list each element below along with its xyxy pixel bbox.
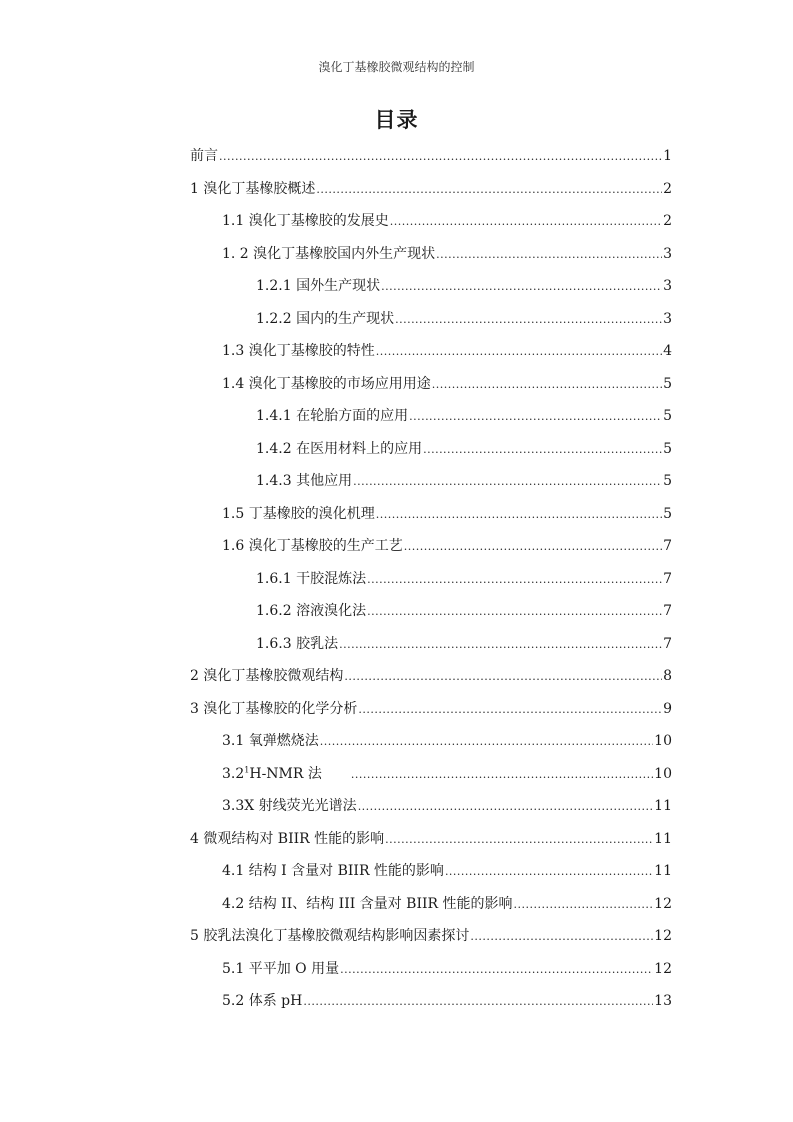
toc-entry-label-text: 1.4.1 在轮胎方面的应用 — [256, 408, 409, 424]
toc-entry[interactable] — [222, 796, 672, 816]
toc-entry-label — [256, 634, 338, 654]
toc-entry[interactable] — [190, 666, 672, 686]
toc-entry-label-text: 1.5 丁基橡胶的溴化机理 — [222, 506, 375, 522]
toc-entry-label-text: 1 溴化丁基橡胶概述 — [190, 181, 316, 197]
toc-entry-label — [222, 504, 375, 524]
dot-leader — [351, 765, 653, 785]
toc-entry-label-text: 1.3 溴化丁基橡胶的特性 — [222, 343, 375, 359]
toc-entry[interactable] — [222, 894, 672, 914]
toc-entry-label — [222, 731, 319, 751]
toc-entry[interactable] — [222, 959, 672, 979]
dot-leader — [358, 797, 653, 817]
toc-entry-page-number: 13 — [654, 993, 672, 1009]
toc-entry-label — [222, 894, 513, 914]
toc-entry-label — [222, 796, 357, 816]
toc-entry-page-number: 5 — [663, 376, 672, 392]
dot-leader — [316, 180, 662, 200]
toc-entry-page-number: 12 — [654, 928, 672, 944]
toc-entry[interactable] — [190, 699, 672, 719]
toc-entry-page-number: 12 — [654, 896, 672, 912]
toc-entry-label — [190, 179, 315, 199]
dot-leader — [303, 992, 653, 1012]
toc-entry[interactable] — [190, 926, 672, 946]
toc-entry-label-text: 2 溴化丁基橡胶微观结构 — [190, 668, 344, 684]
dot-leader — [470, 927, 653, 947]
dot-leader — [358, 700, 662, 720]
toc-entry[interactable] — [222, 374, 672, 394]
toc-entry-label — [256, 601, 366, 621]
dot-leader — [436, 245, 662, 265]
toc-entry[interactable] — [222, 991, 672, 1011]
toc-entry-page-number: 5 — [663, 441, 672, 457]
toc-entry[interactable] — [256, 439, 672, 459]
toc-entry-label-text: 4.1 结构 I 含量对 BIIR 性能的影响 — [222, 863, 444, 879]
toc-entry[interactable] — [190, 829, 672, 849]
dot-leader — [432, 375, 662, 395]
toc-entry[interactable] — [256, 406, 672, 426]
toc-entry-page-number: 12 — [654, 961, 672, 977]
toc-entry-page-number: 1 — [663, 148, 672, 164]
toc-entry[interactable] — [190, 179, 672, 199]
toc-entry[interactable] — [190, 146, 672, 166]
dot-leader — [353, 472, 662, 492]
toc-entry-page-number: 3 — [663, 278, 672, 294]
toc-entry-page-number: 9 — [663, 701, 672, 717]
toc-entry[interactable] — [222, 536, 672, 556]
toc-entry-page-number: 7 — [663, 571, 672, 587]
toc-entry-page-number: 5 — [663, 473, 672, 489]
toc-entry-label-text: 1. 2 溴化丁基橡胶国内外生产现状 — [222, 246, 436, 262]
toc-entry-label-text: 5.1 平平加 O 用量 — [222, 961, 340, 977]
toc-entry-page-number: 2 — [663, 213, 672, 229]
toc-entry-label — [256, 406, 408, 426]
toc-entry-label — [222, 374, 431, 394]
toc-entry[interactable] — [256, 309, 672, 329]
dot-leader — [395, 310, 662, 330]
toc-entry-label-text: 4 微观结构对 BIIR 性能的影响 — [190, 831, 385, 847]
toc-entry-page-number: 5 — [663, 408, 672, 424]
toc-entry[interactable] — [222, 341, 672, 361]
toc-entry-label — [222, 211, 389, 231]
running-header: 溴化丁基橡胶微观结构的控制 — [318, 60, 475, 74]
toc-entry-label — [190, 699, 357, 719]
toc-entry-label — [256, 309, 394, 329]
dot-leader — [219, 147, 662, 167]
toc-entry-label-text: 1.6.3 胶乳法 — [256, 636, 339, 652]
toc-entry[interactable] — [256, 601, 672, 621]
dot-leader — [376, 505, 662, 525]
toc-entry[interactable] — [256, 569, 672, 589]
dot-leader — [320, 732, 653, 752]
dot-leader — [390, 212, 662, 232]
toc-entry-label-text: 前言 — [190, 148, 218, 164]
toc-entry-page-number: 11 — [654, 831, 672, 847]
toc-entry-label-text: 1.4.3 其他应用 — [256, 473, 353, 489]
toc-entry-label-text: 1.2.2 国内的生产现状 — [256, 311, 395, 327]
toc-entry-label-text: 1.6.1 干胶混炼法 — [256, 571, 367, 587]
toc-entry-label — [222, 991, 302, 1011]
toc-entry-label — [190, 146, 218, 166]
toc-entry-label-text: 1.2.1 国外生产现状 — [256, 278, 381, 294]
toc-entry[interactable] — [256, 634, 672, 654]
toc-entry-label — [222, 536, 403, 556]
toc-entry-label — [256, 569, 366, 589]
dot-leader — [514, 895, 654, 915]
toc-entry[interactable] — [222, 731, 672, 751]
dot-leader — [385, 830, 653, 850]
toc-entry-label — [190, 926, 469, 946]
toc-entry-label-text: 4.2 结构 II、结构 III 含量对 BIIR 性能的影响 — [222, 896, 513, 912]
dot-leader — [340, 960, 653, 980]
toc-entry-label — [222, 244, 435, 264]
toc-title: 目录 — [374, 107, 419, 132]
toc-entry-label-text: 3.3X 射线荧光光谱法 — [222, 798, 357, 814]
toc-entry-page-number: 5 — [663, 506, 672, 522]
toc-entry-page-number: 7 — [663, 538, 672, 554]
dot-leader — [381, 277, 662, 297]
toc-entry-label — [256, 439, 422, 459]
toc-entry-label-text: 1.1 溴化丁基橡胶的发展史 — [222, 213, 389, 229]
toc-entry-page-number: 3 — [663, 311, 672, 327]
toc-entry-page-number: 2 — [663, 181, 672, 197]
toc-entry[interactable] — [256, 276, 672, 296]
dot-leader — [409, 407, 662, 427]
toc-entry[interactable] — [222, 764, 672, 784]
toc-entry-label-text: 3.1 氧弹燃烧法 — [222, 733, 319, 749]
toc-entry-label — [222, 959, 339, 979]
dot-leader — [367, 570, 662, 590]
toc-entry[interactable] — [222, 504, 672, 524]
toc-entry-page-number: 10 — [654, 733, 672, 749]
toc-entry[interactable] — [222, 244, 672, 264]
toc-entry-page-number: 11 — [654, 863, 672, 879]
toc-entry-label — [190, 666, 343, 686]
toc-entry-label-text: 3.2 — [222, 766, 245, 782]
dot-leader — [367, 602, 662, 622]
toc-entry-label-text: 5.2 体系 pH — [222, 993, 303, 1009]
toc-entry-label-text: 1.6.2 溶液溴化法 — [256, 603, 367, 619]
toc-entry-label-text: 1.6 溴化丁基橡胶的生产工艺 — [222, 538, 403, 554]
toc-entry-page-number: 11 — [654, 798, 672, 814]
dot-leader — [404, 537, 662, 557]
toc-entry-label — [222, 764, 350, 784]
toc-entry[interactable] — [256, 471, 672, 491]
toc-entry-page-number: 10 — [654, 766, 672, 782]
toc-entry-label-suffix: H-NMR 法 — [249, 766, 322, 782]
toc-entry-superscript: 1 — [244, 765, 250, 775]
dot-leader — [339, 635, 662, 655]
toc-entry[interactable] — [222, 211, 672, 231]
toc-entry-label — [190, 829, 384, 849]
toc-entry-label — [222, 861, 444, 881]
toc-entry-page-number: 7 — [663, 603, 672, 619]
toc-entry[interactable] — [222, 861, 672, 881]
toc-entry-label — [256, 276, 380, 296]
toc-entry-page-number: 7 — [663, 636, 672, 652]
toc-entry-label-text: 1.4 溴化丁基橡胶的市场应用用途 — [222, 376, 431, 392]
dot-leader — [344, 667, 662, 687]
toc-entry-label-text: 5 胶乳法溴化丁基橡胶微观结构影响因素探讨 — [190, 928, 470, 944]
toc-entry-label — [256, 471, 352, 491]
toc-entry-label — [222, 341, 375, 361]
dot-leader — [423, 440, 662, 460]
toc-entry-label-text: 1.4.2 在医用材料上的应用 — [256, 441, 423, 457]
toc-entry-page-number: 8 — [663, 668, 672, 684]
toc-entry-page-number: 3 — [663, 246, 672, 262]
dot-leader — [376, 342, 662, 362]
dot-leader — [445, 862, 653, 882]
toc-entry-page-number: 4 — [663, 343, 672, 359]
toc-entry-label-text: 3 溴化丁基橡胶的化学分析 — [190, 701, 358, 717]
